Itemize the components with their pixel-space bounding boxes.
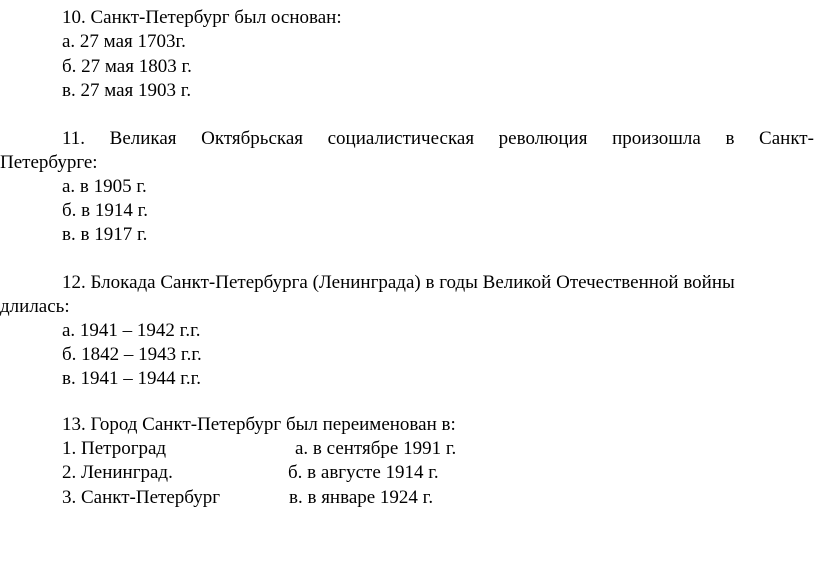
question-10-option-b: б. 27 мая 1803 г. (62, 56, 192, 77)
question-11-word: Октябрьская (201, 128, 304, 149)
question-11-word: Санкт- (759, 128, 814, 149)
question-11-word: революция (498, 128, 588, 149)
question-11-word: Великая (109, 128, 177, 149)
question-11-word: в (725, 128, 735, 149)
question-10-option-c: в. 27 мая 1903 г. (62, 80, 192, 101)
question-11-word: социалистическая (327, 128, 475, 149)
question-11-word: 11. (62, 128, 86, 149)
question-13-left-option-3: 3. Санкт-Петербург (62, 487, 221, 508)
question-11-title-line2: Петербурге: (0, 152, 98, 173)
question-12-title-line1: 12. Блокада Санкт-Петербурга (Ленинграда) в годы Великой Отечественной войны (62, 272, 735, 293)
question-13-right-option-c: в. в январе 1924 г. (289, 487, 434, 508)
question-12-option-b: б. 1842 – 1943 г.г. (62, 344, 202, 365)
question-13-left-option-2: 2. Ленинград. (62, 462, 173, 483)
question-10-title: 10. Санкт-Петербург был основан: (62, 7, 342, 28)
question-12-option-c: в. 1941 – 1944 г.г. (62, 368, 202, 389)
question-11-title-line1 (62, 127, 814, 151)
question-12-title-line2: длилась: (0, 296, 70, 317)
question-11-option-b: б. в 1914 г. (62, 200, 149, 221)
question-10-option-a: а. 27 мая 1703г. (62, 31, 186, 52)
question-13-right-option-a: а. в сентябре 1991 г. (295, 438, 457, 459)
question-13-left-option-1: 1. Петроград (62, 438, 167, 459)
question-11-word: произошла (612, 128, 701, 149)
question-11-option-c: в. в 1917 г. (62, 224, 148, 245)
question-13-right-option-b: б. в августе 1914 г. (288, 462, 439, 483)
question-13-title: 13. Город Санкт-Петербург был переименован в: (62, 414, 456, 435)
question-11-option-a: а. в 1905 г. (62, 176, 147, 197)
question-12-option-a: а. 1941 – 1942 г.г. (62, 320, 201, 341)
